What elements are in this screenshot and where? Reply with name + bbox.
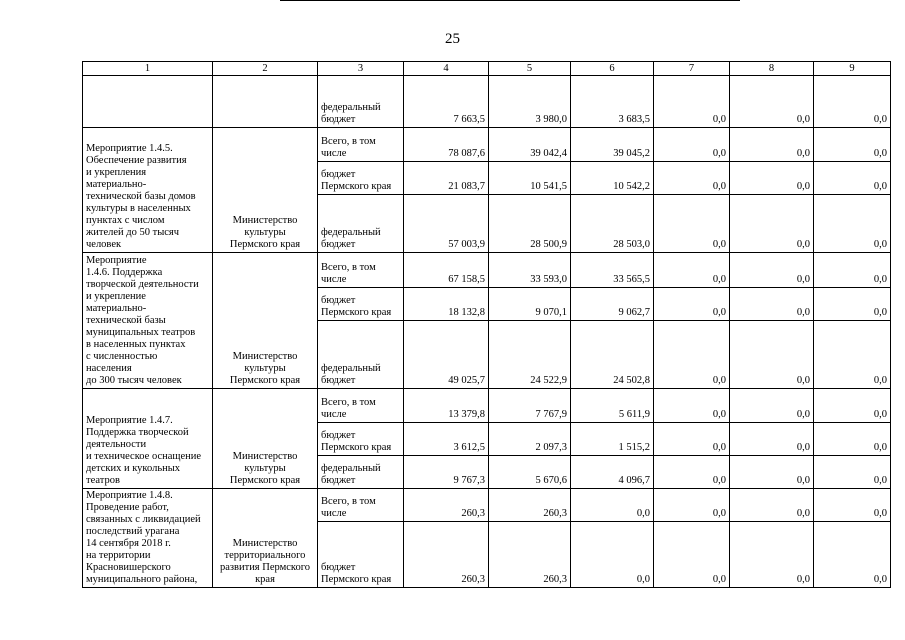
value-cell: 0,0 — [730, 321, 814, 389]
value-cell: 3 612,5 — [404, 423, 489, 456]
value-cell: 5 611,9 — [571, 389, 654, 423]
value-cell: 3 683,5 — [571, 76, 654, 128]
table-row — [83, 128, 891, 162]
value-cell: 260,3 — [489, 489, 571, 522]
value-cell: 9 070,1 — [489, 288, 571, 321]
value-cell: 18 132,8 — [404, 288, 489, 321]
value-cell: 0,0 — [571, 522, 654, 588]
value-cell: 0,0 — [730, 162, 814, 195]
measure-name-cell — [83, 76, 213, 128]
value-cell: 0,0 — [654, 288, 730, 321]
value-cell: 33 593,0 — [489, 253, 571, 288]
value-cell: 0,0 — [654, 128, 730, 162]
table-row — [83, 489, 891, 522]
value-cell: 1 515,2 — [571, 423, 654, 456]
column-number-row — [83, 62, 891, 76]
value-cell: 10 542,2 — [571, 162, 654, 195]
value-cell: 260,3 — [489, 522, 571, 588]
column-header: 6 — [571, 62, 654, 76]
value-cell: 0,0 — [814, 128, 891, 162]
funding-source: бюджет Пермского края — [318, 288, 404, 321]
value-cell: 0,0 — [814, 321, 891, 389]
column-header: 8 — [730, 62, 814, 76]
value-cell: 0,0 — [654, 423, 730, 456]
value-cell: 0,0 — [814, 76, 891, 128]
value-cell: 28 500,9 — [489, 195, 571, 253]
value-cell: 4 096,7 — [571, 456, 654, 489]
funding-source: Всего, в том числе — [318, 489, 404, 522]
value-cell: 0,0 — [814, 253, 891, 288]
value-cell: 78 087,6 — [404, 128, 489, 162]
value-cell: 28 503,0 — [571, 195, 654, 253]
value-cell: 0,0 — [814, 456, 891, 489]
value-cell: 0,0 — [654, 162, 730, 195]
value-cell: 24 522,9 — [489, 321, 571, 389]
funding-source: бюджет Пермского края — [318, 423, 404, 456]
value-cell: 5 670,6 — [489, 456, 571, 489]
column-header: 2 — [213, 62, 318, 76]
table-row — [83, 389, 891, 423]
measure-name: Мероприятие 1.4.7. Поддержка творческой деятельности и техническое оснащение детских и кукольных театров — [83, 389, 213, 489]
value-cell: 0,0 — [654, 76, 730, 128]
value-cell: 0,0 — [814, 522, 891, 588]
column-header: 5 — [489, 62, 571, 76]
executor: Министерство территориального развития Пермского края — [213, 489, 318, 588]
executor: Министерство культуры Пермского края — [213, 128, 318, 253]
value-cell: 0,0 — [654, 489, 730, 522]
value-cell: 7 663,5 — [404, 76, 489, 128]
value-cell: 24 502,8 — [571, 321, 654, 389]
value-cell: 0,0 — [814, 288, 891, 321]
value-cell: 0,0 — [654, 522, 730, 588]
value-cell: 0,0 — [730, 288, 814, 321]
value-cell: 9 767,3 — [404, 456, 489, 489]
column-header: 1 — [83, 62, 213, 76]
budget-table — [82, 61, 891, 588]
value-cell: 0,0 — [730, 253, 814, 288]
value-cell: 0,0 — [730, 456, 814, 489]
measure-name: Мероприятие 1.4.5. Обеспечение развития и укрепления материально- технической базы домов культуры в населенных пунктах с числом жителей до 50 тысяч человек — [83, 128, 213, 253]
funding-source: федеральный бюджет — [318, 456, 404, 489]
funding-source: Всего, в том числе — [318, 253, 404, 288]
value-cell: 57 003,9 — [404, 195, 489, 253]
value-cell: 0,0 — [814, 489, 891, 522]
value-cell: 21 083,7 — [404, 162, 489, 195]
measure-name: Мероприятие 1.4.6. Поддержка творческой деятельности и укрепление материально- технической базы муниципальных театров в населенных пунктах с численностью населения до 300 тысяч человек — [83, 253, 213, 389]
table-row — [83, 76, 891, 128]
value-cell: 0,0 — [730, 489, 814, 522]
executor: Министерство культуры Пермского края — [213, 253, 318, 389]
value-cell: 0,0 — [730, 522, 814, 588]
page-number: 25 — [445, 31, 460, 47]
top-rule — [280, 0, 740, 1]
table-row — [83, 253, 891, 288]
value-cell: 0,0 — [814, 195, 891, 253]
value-cell: 10 541,5 — [489, 162, 571, 195]
funding-source: Всего, в том числе — [318, 128, 404, 162]
measure-name: Мероприятие 1.4.8. Проведение работ, связанных с ликвидацией последствий урагана 14 сентября 2018 г. на территории Красновишерского муниципального района, — [83, 489, 213, 588]
value-cell: 0,0 — [730, 389, 814, 423]
funding-source: бюджет Пермского края — [318, 162, 404, 195]
column-header: 4 — [404, 62, 489, 76]
funding-source: Всего, в том числе — [318, 389, 404, 423]
executor-cell — [213, 76, 318, 128]
value-cell: 0,0 — [654, 195, 730, 253]
value-cell: 0,0 — [730, 195, 814, 253]
value-cell: 0,0 — [654, 321, 730, 389]
executor: Министерство культуры Пермского края — [213, 389, 318, 489]
value-cell: 3 980,0 — [489, 76, 571, 128]
funding-source: федеральный бюджет — [318, 195, 404, 253]
value-cell: 0,0 — [654, 389, 730, 423]
value-cell: 0,0 — [814, 162, 891, 195]
value-cell: 39 045,2 — [571, 128, 654, 162]
value-cell: 260,3 — [404, 489, 489, 522]
value-cell: 9 062,7 — [571, 288, 654, 321]
value-cell: 33 565,5 — [571, 253, 654, 288]
value-cell: 7 767,9 — [489, 389, 571, 423]
column-header: 9 — [814, 62, 891, 76]
funding-source: бюджет Пермского края — [318, 522, 404, 588]
value-cell: 260,3 — [404, 522, 489, 588]
value-cell: 49 025,7 — [404, 321, 489, 389]
funding-source: федеральный бюджет — [318, 76, 404, 128]
value-cell: 2 097,3 — [489, 423, 571, 456]
value-cell: 0,0 — [730, 423, 814, 456]
value-cell: 0,0 — [814, 389, 891, 423]
value-cell: 13 379,8 — [404, 389, 489, 423]
value-cell: 0,0 — [654, 456, 730, 489]
column-header: 7 — [654, 62, 730, 76]
value-cell: 0,0 — [654, 253, 730, 288]
value-cell: 67 158,5 — [404, 253, 489, 288]
column-header: 3 — [318, 62, 404, 76]
value-cell: 0,0 — [730, 76, 814, 128]
value-cell: 0,0 — [730, 128, 814, 162]
funding-source: федеральный бюджет — [318, 321, 404, 389]
value-cell: 0,0 — [814, 423, 891, 456]
value-cell: 0,0 — [571, 489, 654, 522]
value-cell: 39 042,4 — [489, 128, 571, 162]
